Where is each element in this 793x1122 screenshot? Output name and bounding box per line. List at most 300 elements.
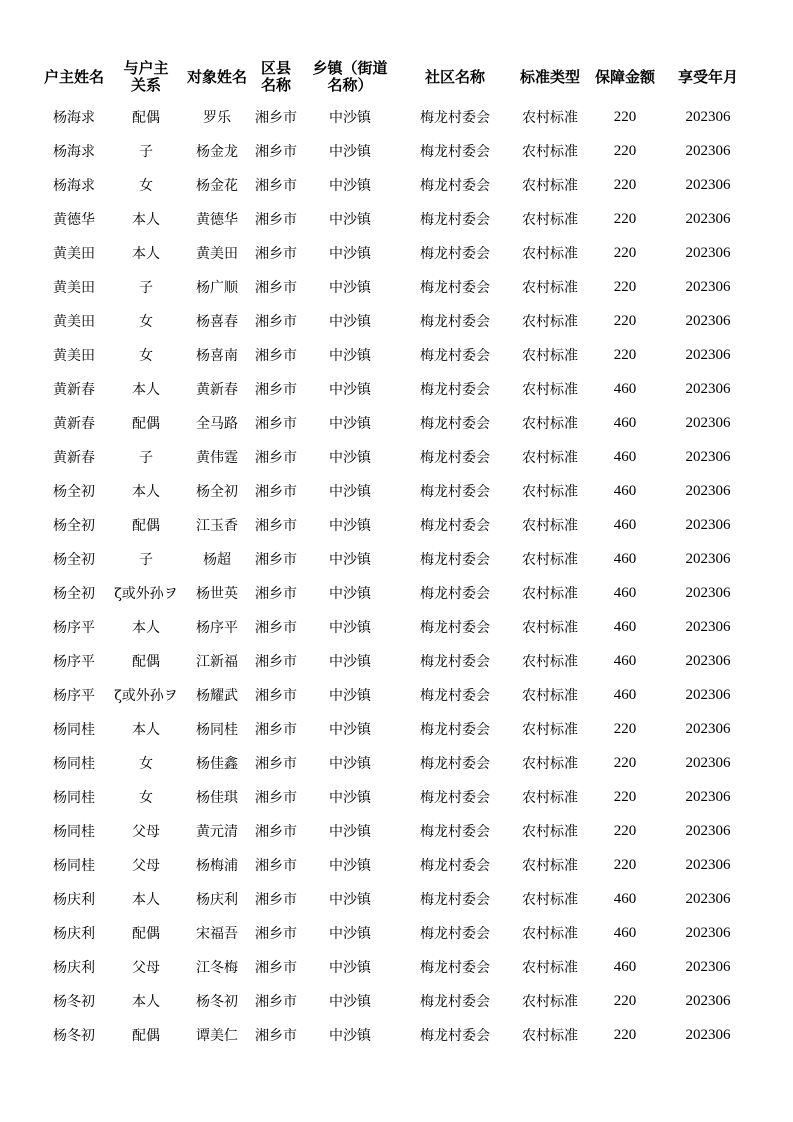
cell-county: 湘乡市 [255,1028,297,1044]
cell-amount: 220 [613,822,637,839]
cell-county: 湘乡市 [255,620,297,636]
cell-householder-name: 杨庆利 [53,892,95,908]
cell-relation: 本人 [132,382,160,398]
cell-relation: ζ或外孙ヲ [114,586,178,602]
column-header-line: 保障金额 [594,67,655,86]
cell-year-month: 202306 [685,924,731,941]
table-row [38,440,756,474]
cell-county: 湘乡市 [255,280,297,296]
cell-relation: 本人 [132,994,160,1010]
cell-community: 梅龙村委会 [420,246,490,262]
cell-relation: 本人 [132,892,160,908]
cell-year-month: 202306 [685,380,731,397]
cell-township: 中沙镇 [329,484,371,500]
cell-community: 梅龙村委会 [420,178,490,194]
table-row [38,984,756,1018]
cell-year-month: 202306 [685,754,731,771]
cell-township: 中沙镇 [329,110,371,126]
cell-county: 湘乡市 [255,722,297,738]
cell-standard-type: 农村标准 [522,790,578,806]
cell-county: 湘乡市 [255,688,297,704]
cell-year-month: 202306 [685,1026,731,1043]
cell-amount: 220 [613,244,637,261]
cell-relation: 配偶 [132,518,160,534]
cell-beneficiary-name: 黄元清 [196,824,238,840]
column-header-community [400,54,510,100]
table-row [38,610,756,644]
cell-amount: 220 [613,720,637,737]
cell-amount: 460 [613,584,637,601]
cell-community: 梅龙村委会 [420,552,490,568]
cell-amount: 460 [613,482,637,499]
cell-standard-type: 农村标准 [522,416,578,432]
column-header-line: 名称 [260,76,291,94]
cell-householder-name: 杨海求 [53,110,95,126]
cell-standard-type: 农村标准 [522,552,578,568]
cell-beneficiary-name: 杨梅浦 [196,858,238,874]
cell-relation: 女 [139,756,153,772]
cell-community: 梅龙村委会 [420,892,490,908]
cell-beneficiary-name: 杨喜南 [196,348,238,364]
cell-standard-type: 农村标准 [522,926,578,942]
cell-householder-name: 杨同桂 [53,790,95,806]
cell-beneficiary-name: 谭美仁 [196,1028,238,1044]
cell-county: 湘乡市 [255,824,297,840]
column-header-amount [590,54,660,100]
cell-year-month: 202306 [685,618,731,635]
cell-amount: 460 [613,448,637,465]
beneficiary-table [38,54,756,1052]
cell-community: 梅龙村委会 [420,450,490,466]
cell-township: 中沙镇 [329,280,371,296]
cell-householder-name: 杨庆利 [53,926,95,942]
cell-standard-type: 农村标准 [522,382,578,398]
cell-year-month: 202306 [685,822,731,839]
cell-township: 中沙镇 [329,790,371,806]
column-header-line: 户主姓名 [43,67,104,86]
cell-township: 中沙镇 [329,858,371,874]
table-row [38,950,756,984]
cell-relation: 配偶 [132,654,160,670]
cell-community: 梅龙村委会 [420,960,490,976]
cell-relation: 配偶 [132,110,160,126]
cell-relation: 本人 [132,620,160,636]
cell-beneficiary-name: 杨佳琪 [196,790,238,806]
cell-beneficiary-name: 杨庆利 [196,892,238,908]
cell-amount: 460 [613,550,637,567]
cell-community: 梅龙村委会 [420,858,490,874]
cell-beneficiary-name: 杨耀武 [196,688,238,704]
cell-standard-type: 农村标准 [522,722,578,738]
cell-township: 中沙镇 [329,450,371,466]
cell-community: 梅龙村委会 [420,586,490,602]
column-header-line: 对象姓名 [186,67,247,86]
cell-amount: 460 [613,958,637,975]
cell-township: 中沙镇 [329,552,371,568]
cell-year-month: 202306 [685,108,731,125]
cell-beneficiary-name: 黄新春 [196,382,238,398]
cell-year-month: 202306 [685,176,731,193]
cell-county: 湘乡市 [255,858,297,874]
cell-county: 湘乡市 [255,790,297,806]
table-header [38,54,756,100]
cell-householder-name: 杨同桂 [53,722,95,738]
cell-standard-type: 农村标准 [522,858,578,874]
cell-relation: 父母 [132,858,160,874]
cell-amount: 460 [613,380,637,397]
cell-community: 梅龙村委会 [420,110,490,126]
table-row [38,168,756,202]
cell-county: 湘乡市 [255,586,297,602]
cell-relation: 女 [139,178,153,194]
cell-standard-type: 农村标准 [522,1028,578,1044]
cell-relation: 本人 [132,246,160,262]
cell-relation: 配偶 [132,1028,160,1044]
cell-beneficiary-name: 杨全初 [196,484,238,500]
cell-community: 梅龙村委会 [420,348,490,364]
cell-relation: 子 [139,552,153,568]
cell-standard-type: 农村标准 [522,688,578,704]
cell-standard-type: 农村标准 [522,246,578,262]
cell-householder-name: 杨序平 [53,654,95,670]
cell-beneficiary-name: 黄美田 [196,246,238,262]
cell-amount: 220 [613,108,637,125]
cell-township: 中沙镇 [329,314,371,330]
cell-amount: 220 [613,1026,637,1043]
cell-amount: 220 [613,176,637,193]
cell-householder-name: 杨冬初 [53,1028,95,1044]
cell-community: 梅龙村委会 [420,994,490,1010]
cell-county: 湘乡市 [255,654,297,670]
cell-standard-type: 农村标准 [522,178,578,194]
cell-county: 湘乡市 [255,518,297,534]
cell-relation: 本人 [132,484,160,500]
table-row [38,474,756,508]
cell-standard-type: 农村标准 [522,586,578,602]
cell-township: 中沙镇 [329,1028,371,1044]
cell-relation: 配偶 [132,926,160,942]
cell-community: 梅龙村委会 [420,654,490,670]
cell-householder-name: 杨全初 [53,586,95,602]
cell-county: 湘乡市 [255,314,297,330]
cell-relation: 父母 [132,824,160,840]
cell-householder-name: 杨海求 [53,178,95,194]
cell-householder-name: 杨全初 [53,518,95,534]
cell-beneficiary-name: 杨冬初 [196,994,238,1010]
cell-township: 中沙镇 [329,246,371,262]
cell-householder-name: 杨同桂 [53,756,95,772]
cell-year-month: 202306 [685,788,731,805]
cell-relation: 本人 [132,212,160,228]
cell-county: 湘乡市 [255,246,297,262]
table-row [38,1018,756,1052]
cell-amount: 460 [613,618,637,635]
cell-community: 梅龙村委会 [420,688,490,704]
table-row [38,576,756,610]
table-body [38,100,756,1052]
cell-community: 梅龙村委会 [420,144,490,160]
cell-standard-type: 农村标准 [522,960,578,976]
cell-beneficiary-name: 黄德华 [196,212,238,228]
cell-year-month: 202306 [685,210,731,227]
cell-community: 梅龙村委会 [420,484,490,500]
cell-beneficiary-name: 江冬梅 [196,960,238,976]
cell-community: 梅龙村委会 [420,280,490,296]
cell-amount: 220 [613,210,637,227]
cell-relation: 子 [139,450,153,466]
cell-amount: 220 [613,754,637,771]
header-row [38,54,756,100]
cell-standard-type: 农村标准 [522,620,578,636]
column-header-year-month [660,54,756,100]
table-row [38,406,756,440]
cell-year-month: 202306 [685,856,731,873]
cell-householder-name: 杨序平 [53,688,95,704]
cell-township: 中沙镇 [329,212,371,228]
cell-householder-name: 黄美田 [53,314,95,330]
cell-year-month: 202306 [685,346,731,363]
table-row [38,372,756,406]
cell-year-month: 202306 [685,652,731,669]
cell-relation: ζ或外孙ヲ [114,688,178,704]
cell-year-month: 202306 [685,550,731,567]
cell-community: 梅龙村委会 [420,382,490,398]
cell-beneficiary-name: 杨同桂 [196,722,238,738]
table-row [38,916,756,950]
cell-standard-type: 农村标准 [522,654,578,670]
cell-amount: 220 [613,856,637,873]
cell-amount: 460 [613,652,637,669]
cell-year-month: 202306 [685,584,731,601]
cell-relation: 配偶 [132,416,160,432]
cell-community: 梅龙村委会 [420,620,490,636]
cell-year-month: 202306 [685,958,731,975]
table-row [38,202,756,236]
cell-amount: 220 [613,346,637,363]
cell-year-month: 202306 [685,482,731,499]
table-row [38,304,756,338]
column-header-line: 享受年月 [677,67,738,86]
table-row [38,814,756,848]
cell-householder-name: 杨同桂 [53,824,95,840]
table-row [38,848,756,882]
cell-county: 湘乡市 [255,552,297,568]
cell-householder-name: 杨全初 [53,552,95,568]
cell-township: 中沙镇 [329,994,371,1010]
table-row [38,270,756,304]
cell-community: 梅龙村委会 [420,824,490,840]
cell-year-month: 202306 [685,414,731,431]
cell-beneficiary-name: 黄伟霆 [196,450,238,466]
table-row [38,678,756,712]
cell-relation: 子 [139,144,153,160]
cell-beneficiary-name: 杨喜春 [196,314,238,330]
table-row [38,746,756,780]
column-header-line: 关系 [130,76,161,94]
cell-township: 中沙镇 [329,654,371,670]
cell-householder-name: 黄新春 [53,382,95,398]
cell-householder-name: 杨全初 [53,484,95,500]
table-row [38,236,756,270]
cell-householder-name: 黄新春 [53,416,95,432]
cell-township: 中沙镇 [329,892,371,908]
cell-community: 梅龙村委会 [420,790,490,806]
cell-community: 梅龙村委会 [420,314,490,330]
cell-community: 梅龙村委会 [420,518,490,534]
cell-county: 湘乡市 [255,382,297,398]
cell-beneficiary-name: 杨金花 [196,178,238,194]
column-header-line: 标准类型 [519,67,580,86]
cell-standard-type: 农村标准 [522,824,578,840]
cell-standard-type: 农村标准 [522,212,578,228]
cell-beneficiary-name: 杨佳鑫 [196,756,238,772]
cell-beneficiary-name: 杨广顺 [196,280,238,296]
cell-amount: 460 [613,686,637,703]
cell-amount: 460 [613,516,637,533]
cell-amount: 460 [613,414,637,431]
cell-county: 湘乡市 [255,416,297,432]
cell-township: 中沙镇 [329,348,371,364]
cell-relation: 子 [139,280,153,296]
cell-beneficiary-name: 杨世英 [196,586,238,602]
cell-standard-type: 农村标准 [522,484,578,500]
cell-township: 中沙镇 [329,416,371,432]
column-header-line: 社区名称 [424,67,485,86]
cell-standard-type: 农村标准 [522,110,578,126]
cell-amount: 220 [613,142,637,159]
cell-county: 湘乡市 [255,892,297,908]
cell-township: 中沙镇 [329,722,371,738]
cell-standard-type: 农村标准 [522,518,578,534]
cell-county: 湘乡市 [255,178,297,194]
cell-standard-type: 农村标准 [522,280,578,296]
cell-householder-name: 杨海求 [53,144,95,160]
column-header-relation [110,54,182,100]
cell-township: 中沙镇 [329,960,371,976]
cell-county: 湘乡市 [255,144,297,160]
column-header-line: 与户主 [123,59,169,77]
cell-beneficiary-name: 江玉香 [196,518,238,534]
cell-year-month: 202306 [685,516,731,533]
cell-community: 梅龙村委会 [420,212,490,228]
cell-householder-name: 杨序平 [53,620,95,636]
cell-householder-name: 杨庆利 [53,960,95,976]
cell-householder-name: 杨同桂 [53,858,95,874]
table-row [38,882,756,916]
table-row [38,644,756,678]
cell-householder-name: 杨冬初 [53,994,95,1010]
cell-township: 中沙镇 [329,586,371,602]
cell-amount: 220 [613,992,637,1009]
column-header-beneficiary-name [182,54,252,100]
column-header-line: 乡镇（街道 [312,59,388,77]
cell-township: 中沙镇 [329,688,371,704]
table-row [38,542,756,576]
cell-amount: 460 [613,890,637,907]
cell-township: 中沙镇 [329,144,371,160]
table-row [38,134,756,168]
cell-amount: 220 [613,312,637,329]
cell-year-month: 202306 [685,312,731,329]
cell-householder-name: 黄新春 [53,450,95,466]
cell-county: 湘乡市 [255,484,297,500]
cell-standard-type: 农村标准 [522,450,578,466]
cell-beneficiary-name: 江新福 [196,654,238,670]
cell-relation: 女 [139,314,153,330]
cell-township: 中沙镇 [329,620,371,636]
cell-community: 梅龙村委会 [420,416,490,432]
cell-township: 中沙镇 [329,824,371,840]
cell-relation: 父母 [132,960,160,976]
cell-relation: 女 [139,348,153,364]
cell-county: 湘乡市 [255,348,297,364]
table-row [38,712,756,746]
cell-year-month: 202306 [685,720,731,737]
cell-county: 湘乡市 [255,110,297,126]
cell-township: 中沙镇 [329,382,371,398]
cell-beneficiary-name: 杨序平 [196,620,238,636]
cell-amount: 460 [613,924,637,941]
cell-community: 梅龙村委会 [420,722,490,738]
cell-year-month: 202306 [685,890,731,907]
cell-township: 中沙镇 [329,178,371,194]
cell-amount: 220 [613,278,637,295]
cell-householder-name: 黄美田 [53,348,95,364]
cell-township: 中沙镇 [329,756,371,772]
cell-county: 湘乡市 [255,960,297,976]
cell-county: 湘乡市 [255,926,297,942]
cell-standard-type: 农村标准 [522,994,578,1010]
cell-beneficiary-name: 罗乐 [203,110,231,126]
column-header-householder-name [38,54,110,100]
cell-amount: 220 [613,788,637,805]
cell-township: 中沙镇 [329,518,371,534]
cell-community: 梅龙村委会 [420,756,490,772]
table-row [38,100,756,134]
cell-relation: 本人 [132,722,160,738]
table-row [38,780,756,814]
column-header-county [252,54,300,100]
cell-beneficiary-name: 宋福吾 [196,926,238,942]
cell-year-month: 202306 [685,278,731,295]
cell-township: 中沙镇 [329,926,371,942]
cell-community: 梅龙村委会 [420,1028,490,1044]
cell-householder-name: 黄德华 [53,212,95,228]
cell-standard-type: 农村标准 [522,756,578,772]
cell-standard-type: 农村标准 [522,892,578,908]
cell-relation: 女 [139,790,153,806]
cell-standard-type: 农村标准 [522,348,578,364]
cell-community: 梅龙村委会 [420,926,490,942]
cell-county: 湘乡市 [255,212,297,228]
cell-beneficiary-name: 杨金龙 [196,144,238,160]
table-row [38,508,756,542]
cell-year-month: 202306 [685,686,731,703]
cell-standard-type: 农村标准 [522,144,578,160]
cell-householder-name: 黄美田 [53,280,95,296]
column-header-line: 区县 [260,59,291,77]
column-header-standard-type [510,54,590,100]
cell-year-month: 202306 [685,142,731,159]
cell-year-month: 202306 [685,244,731,261]
cell-year-month: 202306 [685,992,731,1009]
cell-beneficiary-name: 全马路 [196,416,238,432]
cell-county: 湘乡市 [255,450,297,466]
cell-householder-name: 黄美田 [53,246,95,262]
cell-county: 湘乡市 [255,756,297,772]
column-header-line: 名称） [327,76,373,94]
cell-beneficiary-name: 杨超 [203,552,231,568]
